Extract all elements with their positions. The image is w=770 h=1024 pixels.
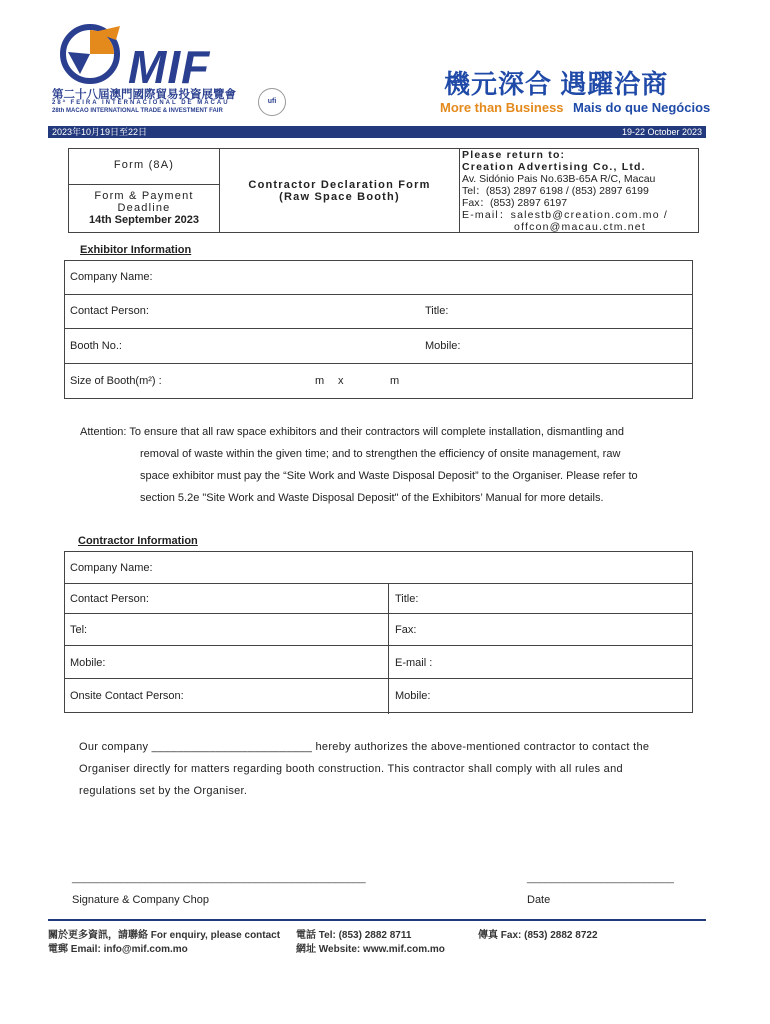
fair-name-cn: 第二十八屆澳門國際貿易投資展覽會 (52, 89, 236, 101)
onsite-contact-label: Onsite Contact Person: (70, 690, 184, 702)
footer-tel: 電話 Tel: (853) 2882 8711 (296, 930, 412, 941)
logo-text: MIF (128, 41, 211, 93)
footer-website[interactable]: 網址 Website: www.mif.com.mo (296, 944, 445, 955)
contractor-contact-row[interactable] (64, 583, 693, 614)
signature-label: Signature & Company Chop (72, 894, 209, 906)
authorization-line-3: regulations set by the Organiser. (79, 785, 248, 797)
deadline-box (68, 184, 220, 233)
date-line[interactable]: ________________________ (527, 872, 674, 884)
contractor-divider (388, 584, 389, 714)
booth-size-m2: m (390, 375, 400, 387)
exhibitor-mobile-label: Mobile: (425, 340, 461, 352)
contractor-email-label: E-mail : (395, 657, 433, 669)
mif-logo-icon (50, 22, 130, 84)
footer-email[interactable]: 電郵 Email: info@mif.com.mo (48, 944, 188, 955)
attention-line-3: space exhibitor must pay the “Site Work and Waste Disposal Deposit” to the Organiser. Please refer to (140, 470, 638, 482)
contractor-section-title: Contractor Information (78, 535, 198, 547)
onsite-mobile-label: Mobile: (395, 690, 431, 702)
deadline-label-2: Deadline (117, 202, 171, 214)
attention-label: Attention: (80, 426, 127, 438)
slogan-pt: Mais do que Negócios (573, 100, 711, 115)
exhibitor-company-label: Company Name: (70, 271, 153, 283)
ufi-badge: ufi (258, 88, 286, 116)
attention-line-2: removal of waste within the given time; and to strengthen the efficiency of onsite management, raw (140, 448, 621, 460)
exhibitor-contact-row[interactable] (64, 294, 693, 329)
return-email: E-mail：salestb@creation.com.mo / (462, 209, 669, 221)
exhibitor-contact-label: Contact Person: (70, 305, 149, 317)
attention-paragraph (80, 421, 690, 509)
contractor-company-row[interactable] (64, 551, 693, 584)
contractor-mobile-label: Mobile: (70, 657, 106, 669)
form-subtitle: (Raw Space Booth) (279, 191, 400, 203)
return-fax: Fax：(853) 2897 6197 (462, 197, 568, 209)
date-en: 19-22 October 2023 (621, 127, 702, 137)
authorization-paragraph (79, 736, 689, 802)
date-label: Date (527, 894, 551, 906)
contractor-tel-label: Tel: (70, 624, 88, 636)
contractor-title-label: Title: (395, 593, 419, 605)
fair-name-en: 28th MACAO INTERNATIONAL TRADE & INVESTMENT FAIR (52, 108, 223, 114)
booth-size-row[interactable] (64, 363, 693, 399)
attention-line-4: section 5.2e "Site Work and Waste Disposal Deposit" of the Exhibitors’ Manual for more details. (140, 492, 604, 504)
return-address: Av. Sidónio Pais No.63B-65A R/C, Macau (462, 173, 656, 185)
return-title: Please return to: (462, 149, 566, 161)
authorization-line-2: Organiser directly for matters regarding booth construction. This contractor shall comply with all rules and (79, 763, 623, 775)
contractor-fax-label: Fax: (395, 624, 417, 636)
date-bar (48, 126, 706, 138)
form-number-box (68, 148, 220, 185)
fair-name-pt: 28ª FEIRA INTERNACIONAL DE MACAU (52, 100, 230, 106)
form-title: Contractor Declaration Form (248, 179, 431, 191)
deadline-date: 14th September 2023 (88, 214, 200, 226)
footer-divider (48, 919, 706, 921)
return-email-2: offcon@macau.ctm.net (514, 221, 646, 233)
booth-size-m1: m (315, 375, 325, 387)
exhibitor-booth-row[interactable] (64, 328, 693, 364)
exhibitor-title-label: Title: (425, 305, 449, 317)
form-title-box (219, 148, 460, 233)
booth-size-label: Size of Booth(m²) : (70, 375, 162, 387)
exhibitor-section-title: Exhibitor Information (80, 244, 192, 256)
date-cn: 2023年10月19日至22日 (52, 127, 148, 137)
booth-size-x: x (338, 375, 344, 387)
contractor-company-label: Company Name: (70, 562, 153, 574)
form-number: Form (8A) (113, 159, 175, 171)
contractor-onsite-row[interactable] (64, 678, 693, 713)
slogan-en: More than Business (440, 100, 564, 115)
deadline-label: Form & Payment (94, 190, 194, 202)
footer-fax: 傳真 Fax: (853) 2882 8722 (478, 930, 598, 941)
footer-enquiry: 關於更多資訊，請聯絡 For enquiry, please contact (48, 930, 281, 941)
slogan-cn: 機元深合 遇躍洽商 (444, 69, 669, 99)
exhibitor-company-row[interactable] (64, 260, 693, 295)
attention-line-1: To ensure that all raw space exhibitors and their contractors will complete installation, dismantling and (129, 426, 624, 438)
contractor-tel-row[interactable] (64, 613, 693, 646)
signature-line[interactable]: ________________________________________________ (72, 872, 366, 884)
booth-no-label: Booth No.: (70, 340, 122, 352)
contractor-mobile-row[interactable] (64, 645, 693, 679)
return-company: Creation Advertising Co., Ltd. (462, 161, 646, 173)
return-box (459, 148, 699, 233)
return-tel: Tel：(853) 2897 6198 / (853) 2897 6199 (462, 185, 649, 197)
contractor-contact-label: Contact Person: (70, 593, 149, 605)
authorization-line-1: Our company _________________________ hereby authorizes the above-mentioned contractor to contact the (79, 741, 650, 753)
